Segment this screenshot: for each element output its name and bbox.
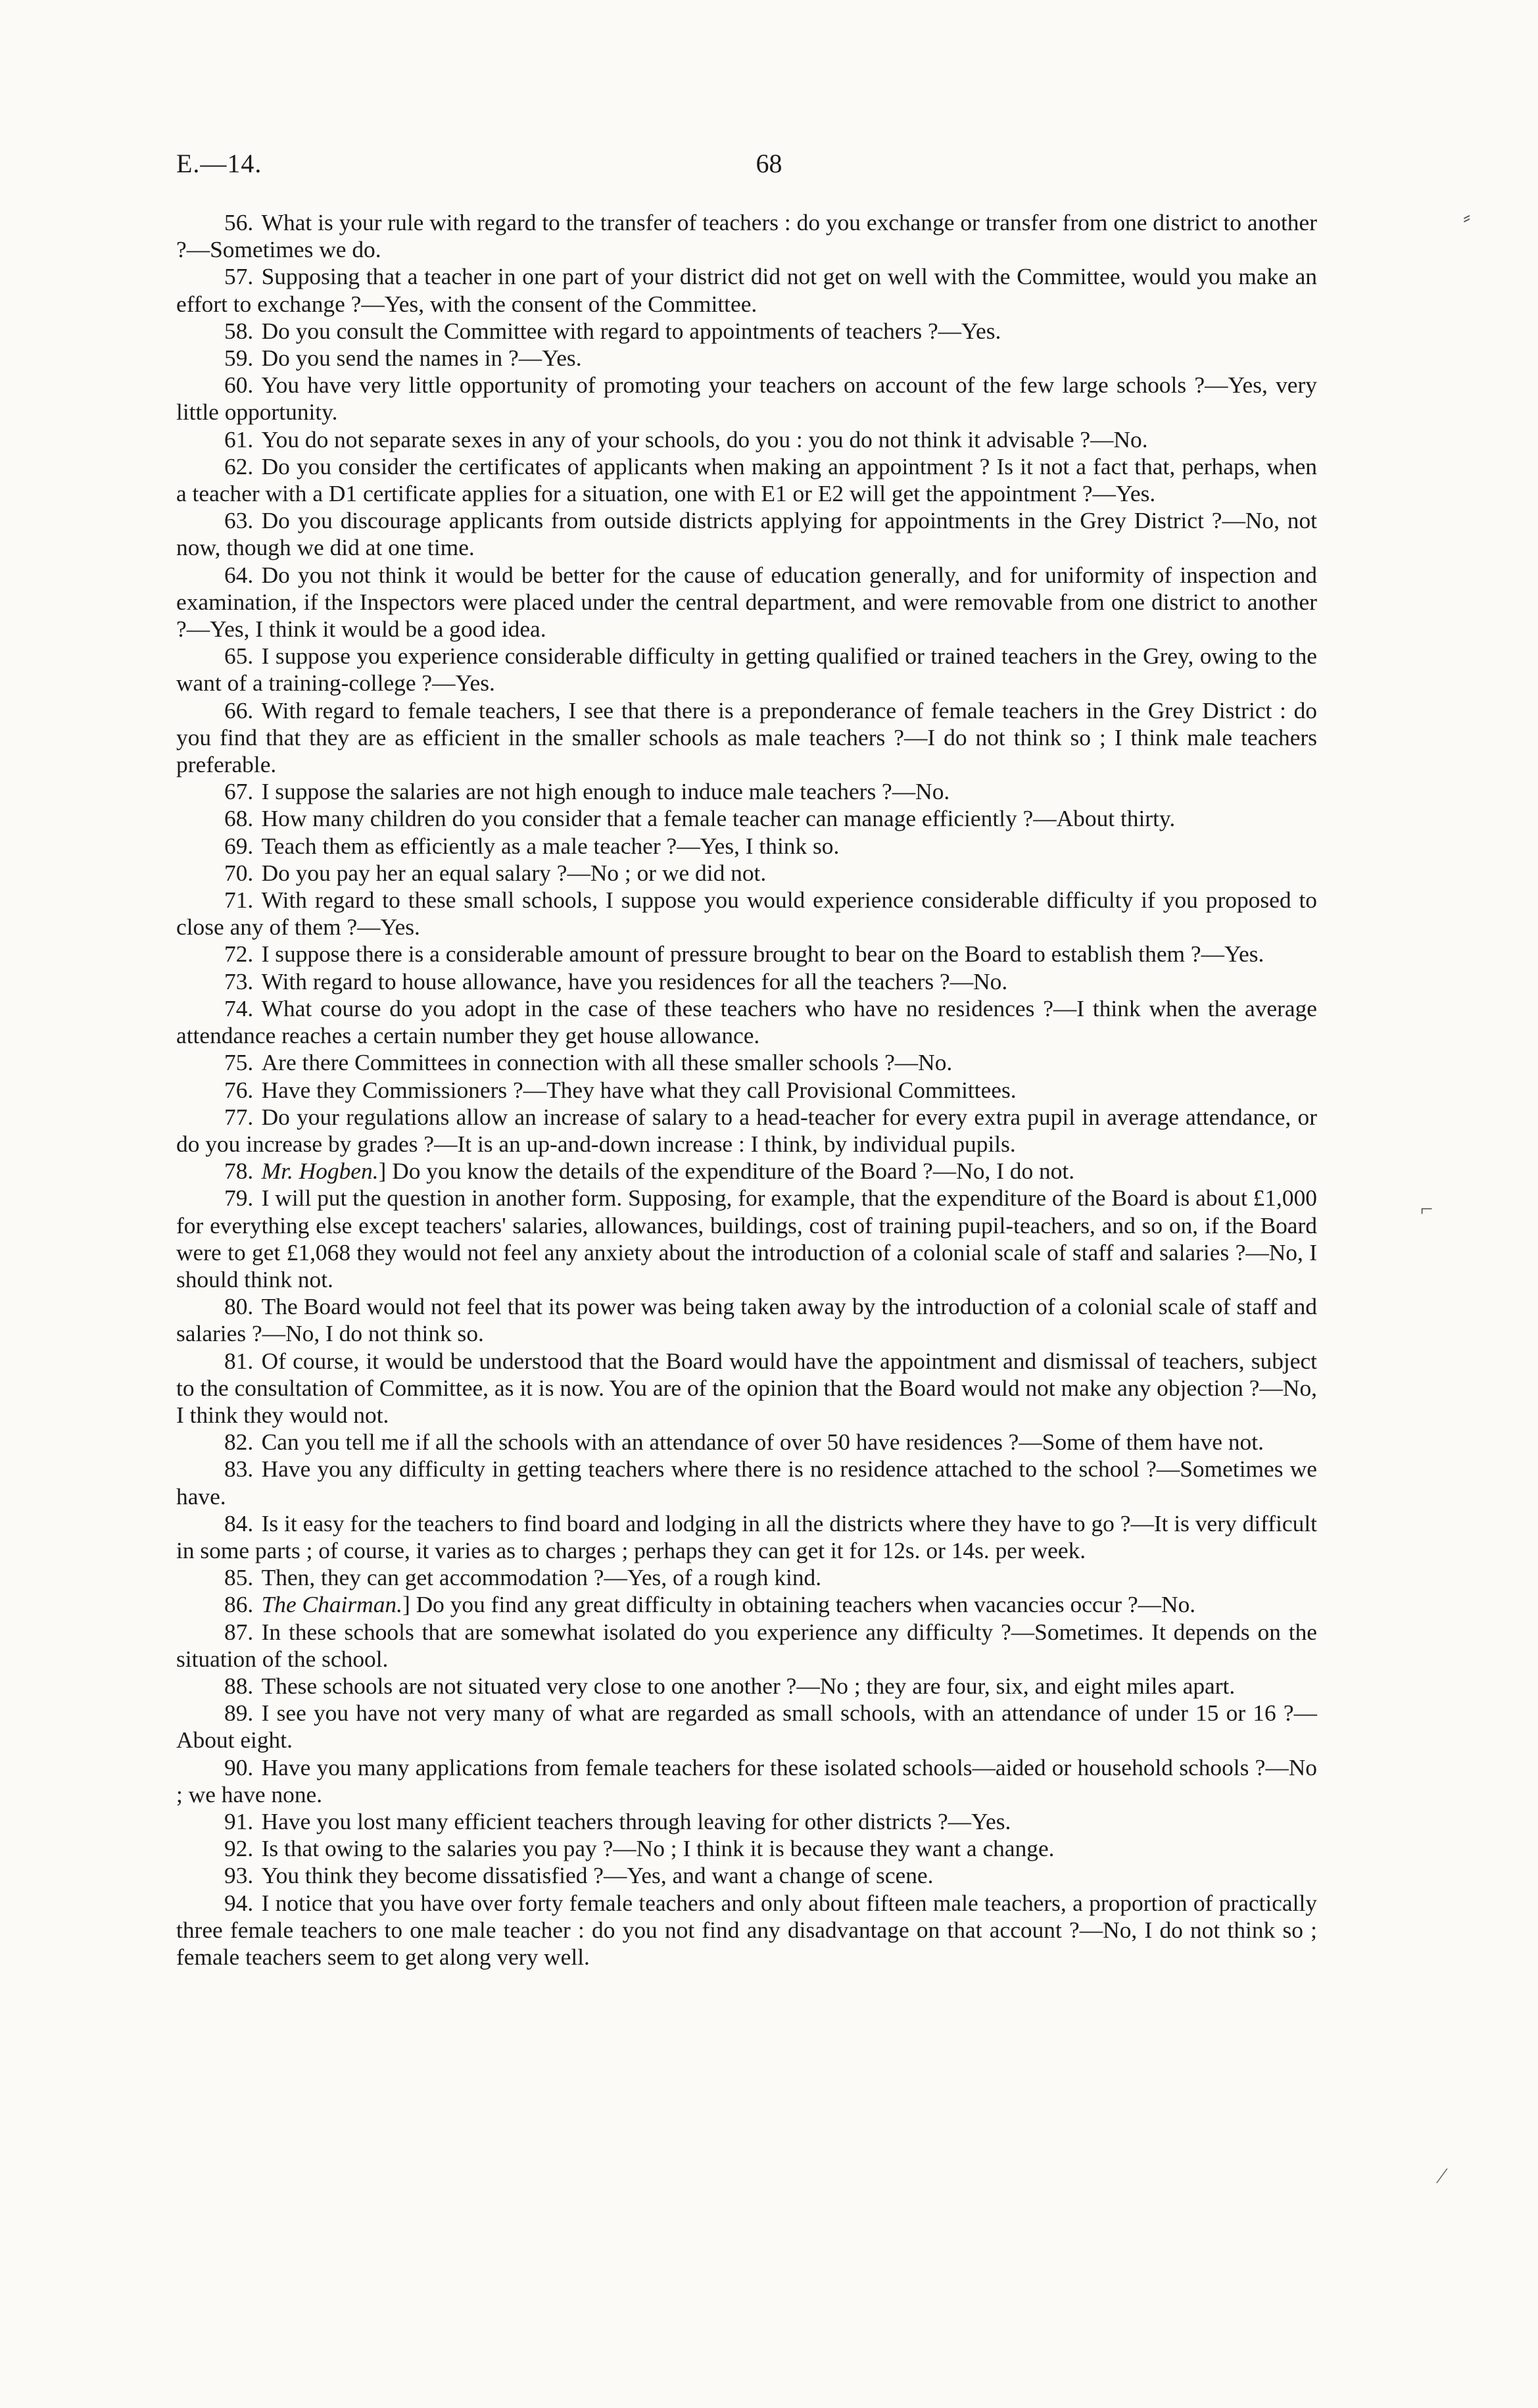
paragraph-q82 [176,1429,1317,1456]
paragraph-q63 [176,507,1317,561]
question-number: 61. [224,426,254,453]
question-number: 69. [224,832,254,859]
paragraph-text: You think they become dissatisfied ?—Yes, and want a change of scene. [261,1862,934,1889]
paragraph-text: I suppose there is a considerable amount of pressure brought to bear on the Board to establish them ?—Yes. [261,941,1264,968]
paragraph-q79 [176,1185,1317,1293]
paragraph-q69 [176,833,1317,860]
paragraph-q88 [176,1673,1317,1700]
paragraph-text: Is that owing to the salaries you pay ?—No ; I think it is because they want a change. [261,1835,1055,1862]
paragraph-text: With regard to these small schools, I suppose you would experience considerable difficulty if you proposed to close any of them ?—Yes. [176,887,1317,941]
paragraph-text: Have you lost many efficient teachers through leaving for other districts ?—Yes. [261,1807,1011,1834]
paragraph-text: Can you tell me if all the schools with an attendance of over 50 have residences ?—Some of them have not. [261,1429,1264,1456]
paragraph-q77 [176,1104,1317,1158]
paragraph-text: Have you any difficulty in getting teachers where there is no residence attached to the school ?—Sometimes we have. [176,1456,1317,1510]
margin-mark: ⁄ [1440,2164,1444,2188]
paragraph-text: I notice that you have over forty female teachers and only about fifteen male teachers, a proportion of practically three female teachers to one male teacher : do you not find any disadvantage on that account ?—No, I do not think so ; female teachers seem to get along very well. [176,1889,1317,1970]
paragraph-text: Have they Commissioners ?—They have what they call Provisional Committees. [261,1076,1017,1103]
paragraph-text: Do you find any great difficulty in obtaining teachers when vacancies occur ?—No. [416,1591,1196,1618]
question-number: 74. [224,995,254,1021]
question-number: 92. [224,1835,254,1862]
paragraph-text: The Board would not feel that its power was being taken away by the introduction of a colonial scale of staff and salaries ?—No, I do not think so. [176,1293,1317,1347]
question-number: 80. [224,1293,254,1320]
paragraph-text: I suppose the salaries are not high enough to induce male teachers ?—No. [261,778,950,805]
paragraph-text: I see you have not very many of what are regarded as small schools, with an attendance of under 15 or 16 ?—About eight. [176,1700,1317,1754]
paragraph-text: Do you pay her an equal salary ?—No ; or we did not. [261,859,767,886]
paragraph-q60 [176,372,1317,426]
question-number: 62. [224,453,254,479]
paragraph-q86 [176,1591,1317,1618]
paragraph-q81 [176,1348,1317,1429]
paragraph-text: Teach them as efficiently as a male teacher ?—Yes, I think so. [261,832,840,859]
question-number: 89. [224,1700,254,1727]
paragraph-text: Do you know the details of the expenditure of the Board ?—No, I do not. [392,1158,1075,1185]
question-number: 70. [224,859,254,886]
question-number: 64. [224,561,254,588]
paragraph-text: You do not separate sexes in any of your schools, do you : you do not think it advisable ?—No. [261,426,1148,453]
question-number: 60. [224,372,254,399]
question-number: 77. [224,1103,254,1130]
paragraph-q90 [176,1754,1317,1808]
paragraph-text: In these schools that are somewhat isolated do you experience any difficulty ?—Sometimes. It depends on the situation of the school. [176,1618,1317,1672]
paragraph-q84 [176,1510,1317,1564]
question-number: 67. [224,778,254,805]
question-number: 87. [224,1618,254,1645]
question-number: 82. [224,1429,254,1456]
paragraph-text: Have you many applications from female teachers for these isolated schools—aided or household schools ?—No ; we have none. [176,1754,1317,1807]
paragraph-q91 [176,1808,1317,1835]
paragraph-q67 [176,778,1317,805]
paragraph-text: What is your rule with regard to the transfer of teachers : do you exchange or transfer from one district to another ?—Sometimes we do. [176,209,1317,263]
question-number: 83. [224,1456,254,1483]
question-number: 85. [224,1564,254,1591]
paragraph-text: Are there Committees in connection with all these smaller schools ?—No. [261,1049,953,1076]
paragraph-q64 [176,562,1317,643]
question-number: 56. [224,209,254,235]
question-number: 66. [224,697,254,724]
paragraph-text: Then, they can get accommodation ?—Yes, of a rough kind. [261,1564,822,1591]
page-header [176,148,1362,194]
paragraph-q68 [176,805,1317,832]
document-code: E.—14. [176,149,262,178]
question-number: 76. [224,1076,254,1103]
paragraph-q65 [176,643,1317,697]
paragraph-text: Is it easy for the teachers to find board and lodging in all the districts where they have to go ?—It is very difficult in some parts ; of course, it varies as to charges ; perhaps they can get it for 12s. or 14s. per week. [176,1510,1317,1563]
question-number: 78. [224,1158,254,1185]
question-number: 91. [224,1807,254,1834]
paragraph-q80 [176,1293,1317,1347]
paragraph-text: Do you not think it would be better for the cause of education generally, and for uniformity of inspection and examination, if the Inspectors were placed under the central department, and were removable from one district to another ?—Yes, I think it would be a good idea. [176,561,1317,643]
paragraph-q56 [176,209,1317,263]
paragraph-q62 [176,453,1317,507]
question-number: 68. [224,805,254,832]
question-number: 93. [224,1862,254,1889]
paragraph-q72 [176,941,1317,968]
paragraph-text: Do you consider the certificates of applicants when making an appointment ? Is it not a fact that, perhaps, when a teacher with a D1 certificate applies for a situation, one with E1 or E2 will get the appointment ?—Yes. [176,453,1317,507]
question-number: 65. [224,643,254,670]
paragraph-text: What course do you adopt in the case of these teachers who have no residences ?—I think when the average attendance reaches a certain number they get house allowance. [176,995,1317,1049]
page-number: 68 [756,149,782,178]
paragraph-q87 [176,1619,1317,1673]
paragraph-q94 [176,1890,1317,1971]
paragraph-text: You have very little opportunity of promoting your teachers on account of the few large schools ?—Yes, very little opportunity. [176,372,1317,426]
paragraph-q85 [176,1564,1317,1591]
paragraph-q89 [176,1700,1317,1754]
margin-mark: ⌐ [1420,1197,1433,1221]
question-number: 75. [224,1049,254,1076]
paragraph-text: I suppose you experience considerable difficulty in getting qualified or trained teachers in the Grey, owing to the want of a training-college ?—Yes. [176,643,1317,697]
question-number: 79. [224,1185,254,1212]
paragraph-q75 [176,1049,1317,1076]
speaker-label: The Chairman.] [261,1591,410,1618]
paragraph-text: Do you send the names in ?—Yes. [261,345,582,372]
question-number: 90. [224,1754,254,1781]
paragraph-text: How many children do you consider that a female teacher can manage efficiently ?—About thirty. [261,805,1176,832]
question-number: 58. [224,317,254,344]
paragraph-q59 [176,345,1317,372]
paragraph-q83 [176,1456,1317,1510]
question-number: 73. [224,968,254,995]
paragraph-text: Do you discourage applicants from outside districts applying for appointments in the Grey District ?—No, not now, though we did at one time. [176,507,1317,561]
question-number: 71. [224,887,254,914]
question-number: 84. [224,1510,254,1536]
paragraph-text: Do your regulations allow an increase of salary to a head-teacher for every extra pupil in average attendance, or do you increase by grades ?—It is an up-and-down increase : I think, by individual pupils. [176,1103,1317,1157]
margin-mark: ⸗ [1463,205,1471,230]
paragraph-q92 [176,1835,1317,1862]
speaker-label: Mr. Hogben.] [261,1158,387,1185]
paragraph-q58 [176,318,1317,345]
paragraph-text: I will put the question in another form. Supposing, for example, that the expenditure of the Board is about £1,000 for everything else except teachers' salaries, allowances, buildings, cost of training pupil-teachers, and so on, if the Board were to get £1,068 they would not feel any anxiety about the introduction of a colonial scale of staff and salaries ?—No, I should think not. [176,1185,1317,1292]
paragraph-q73 [176,968,1317,995]
paragraph-q70 [176,860,1317,887]
paragraph-q71 [176,887,1317,941]
paragraph-q93 [176,1862,1317,1889]
paragraph-text: Of course, it would be understood that the Board would have the appointment and dismissal of teachers, subject to the consultation of Committee, as it is now. You are of the opinion that the Board would not make any objection ?—No, I think they would not. [176,1347,1317,1428]
paragraph-q78 [176,1158,1317,1185]
paragraph-text: With regard to female teachers, I see that there is a preponderance of female teachers in the Grey District : do you find that they are as efficient in the smaller schools as male teachers ?—I do not think so ; I think male teachers preferable. [176,697,1317,778]
paragraph-text: These schools are not situated very close to one another ?—No ; they are four, six, and eight miles apart. [261,1672,1236,1699]
question-number: 63. [224,507,254,534]
question-number: 59. [224,345,254,372]
question-number: 88. [224,1672,254,1699]
paragraph-text: Supposing that a teacher in one part of your district did not get on well with the Committee, would you make an effort to exchange ?—Yes, with the consent of the Committee. [176,263,1317,317]
paragraph-q76 [176,1077,1317,1104]
question-number: 94. [224,1889,254,1916]
paragraph-text: With regard to house allowance, have you residences for all the teachers ?—No. [261,968,1008,995]
body-text [176,209,1317,1971]
question-number: 57. [224,263,254,290]
question-number: 86. [224,1591,254,1618]
paragraph-text: Do you consult the Committee with regard to appointments of teachers ?—Yes. [261,317,1001,344]
question-number: 72. [224,941,254,968]
paragraph-q66 [176,697,1317,779]
paragraph-q57 [176,263,1317,317]
question-number: 81. [224,1347,254,1374]
paragraph-q74 [176,995,1317,1049]
paragraph-q61 [176,426,1317,453]
